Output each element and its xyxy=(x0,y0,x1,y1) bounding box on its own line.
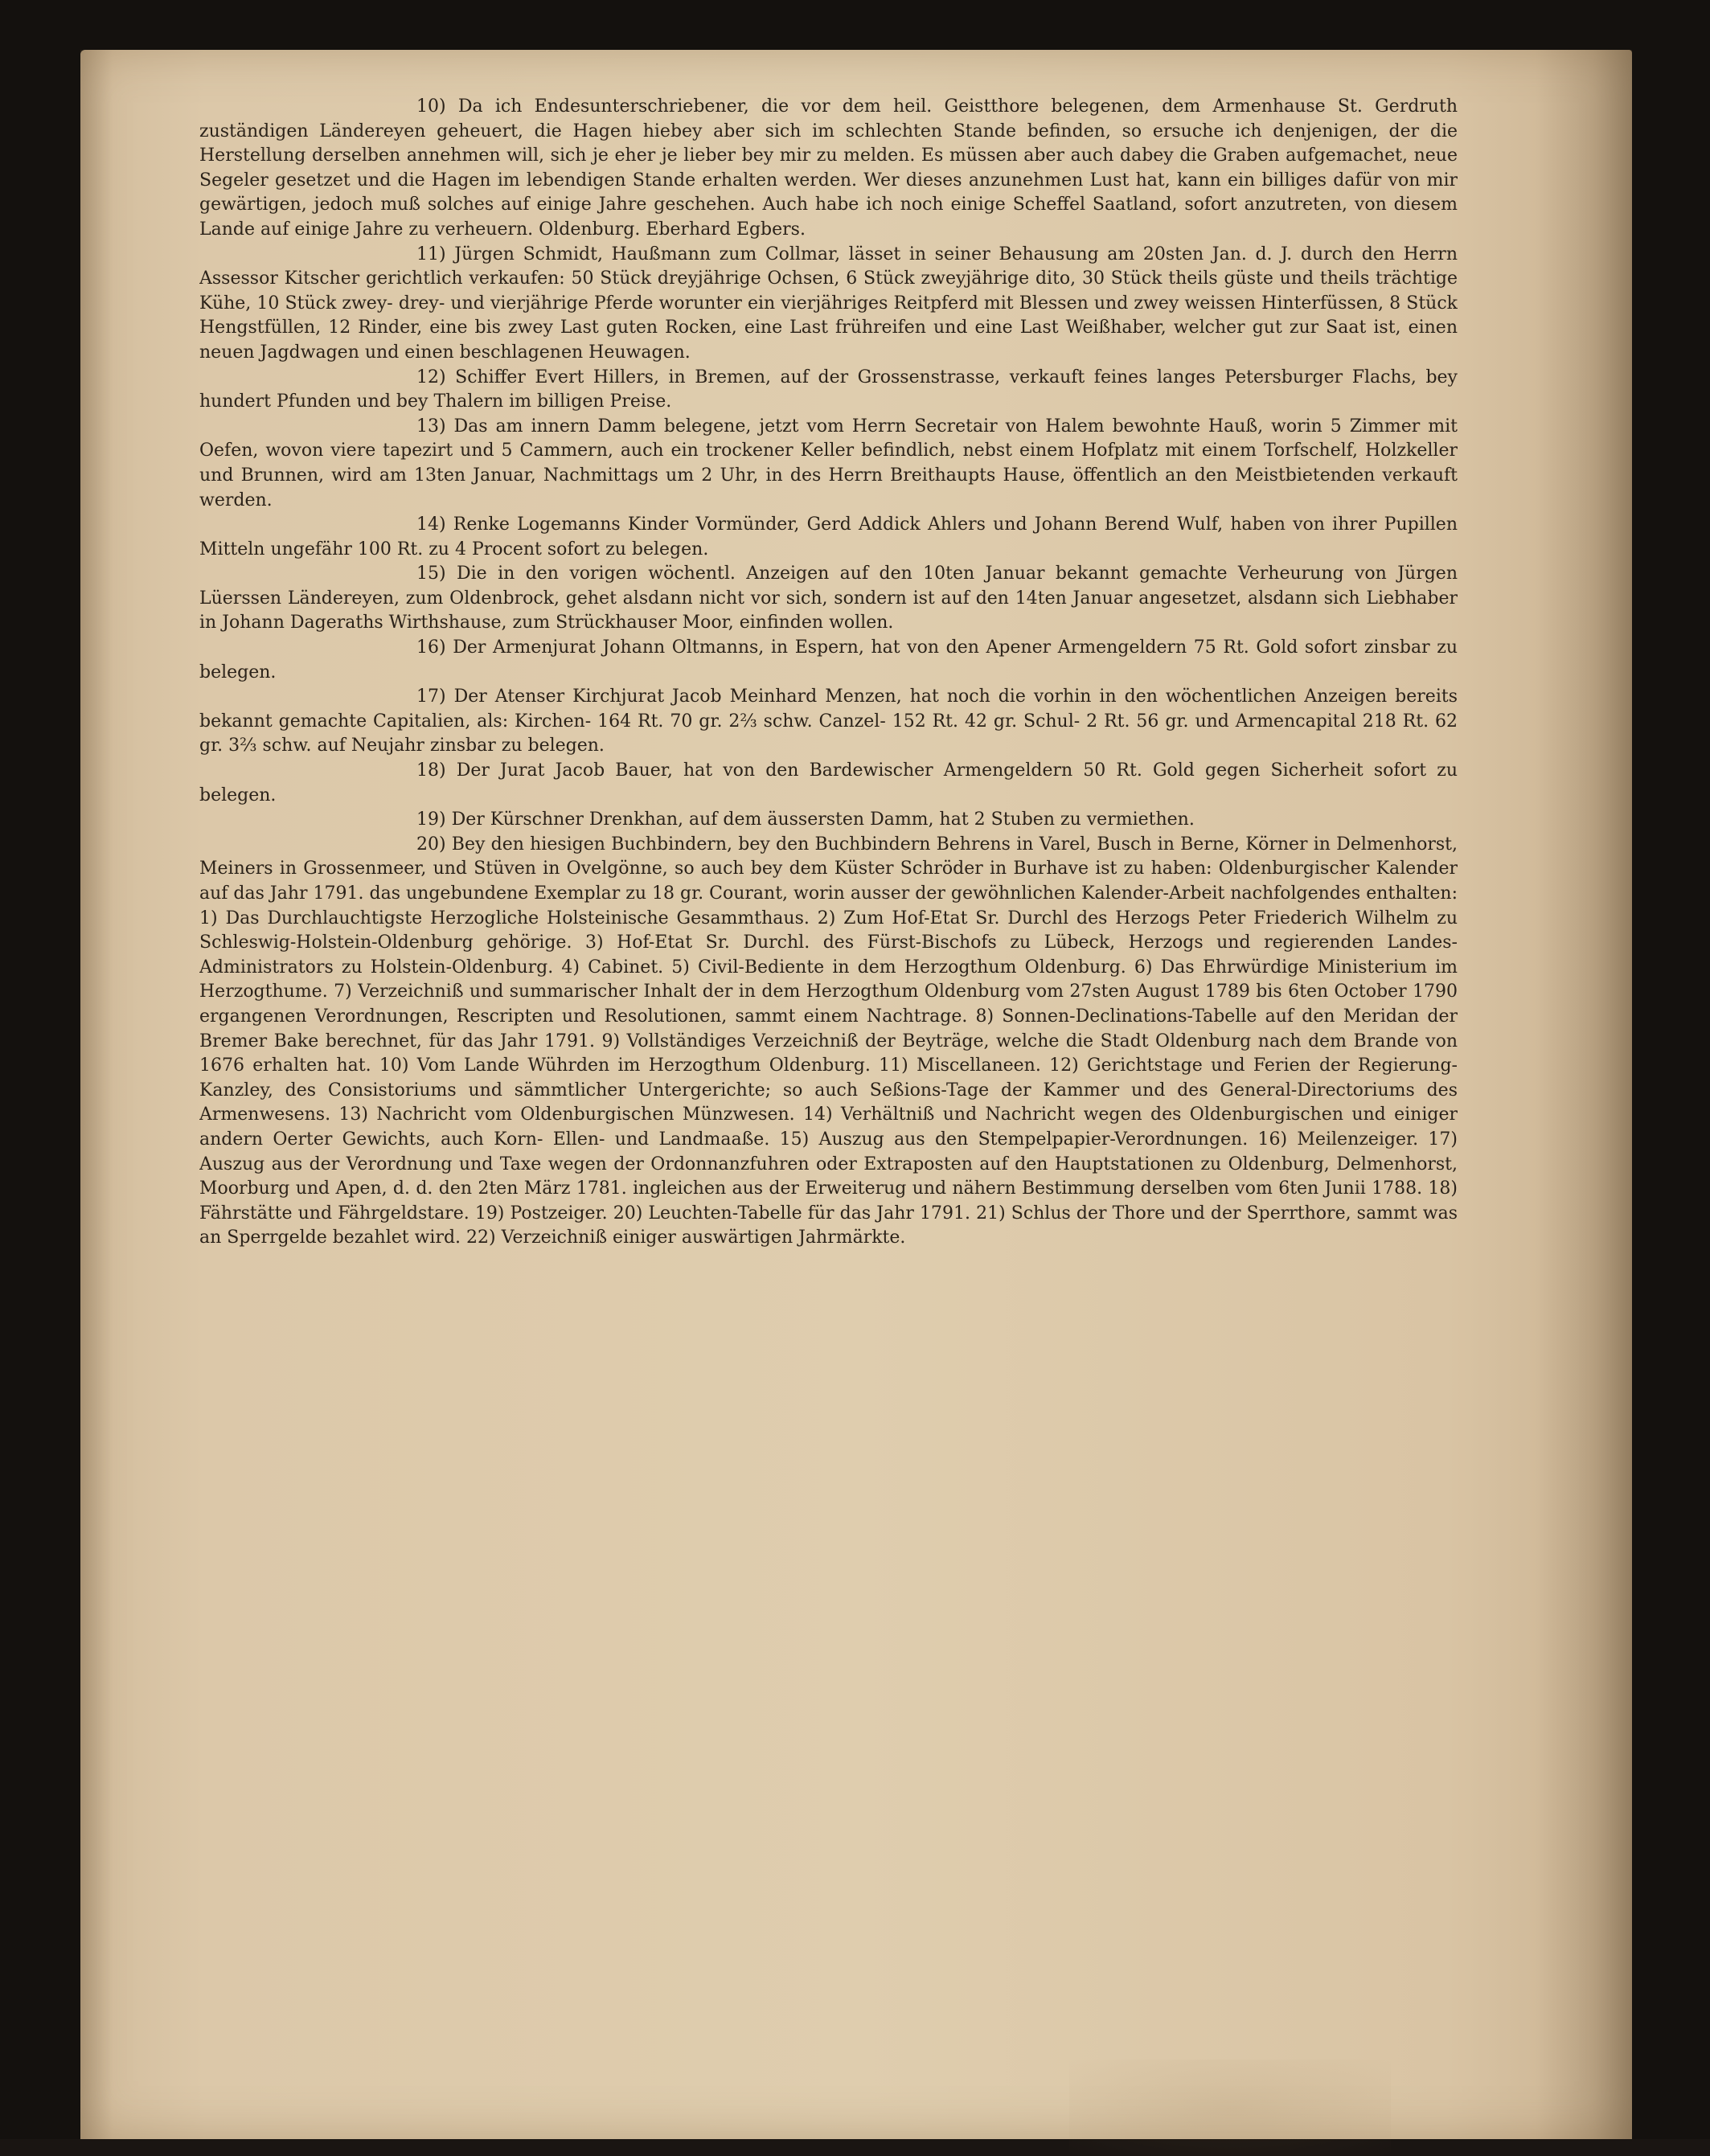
entry-number: 14) xyxy=(416,514,446,535)
entry-text: Der Atenser Kirchjurat Jacob Meinhard Menzen, hat noch die vorhin in den wöchentlichen Anzeigen bereits bekannt gemachte Capitalien, als: Kirchen- 164 Rt. 70 gr. 2⅔ schw. Canzel- 152 Rt. 42 gr. Schul- 2 Rt. 56 gr. und Armencapital 218 Rt. 62 gr. 3⅔ schw. auf Neujahr zinsbar zu belegen. xyxy=(199,687,1458,756)
entry-number: 10) xyxy=(416,96,446,117)
entry-text: Da ich Endesunterschriebener, die vor dem heil. Geistthore belegenen, dem Armenhause St. Gerdruth zuständigen Ländereyen geheuert, die Hagen hiebey aber sich im schlechten Stande befinden, so ersuche ich denjenigen, der die Herstellung derselben annehmen will, sich je eher je lieber bey mir zu melden. Es müssen aber auch dabey die Graben aufgemachet, neue Segeler gesetzet und die Hagen im lebendigen Stande erhalten werden. Wer dieses anzunehmen Lust hat, kann ein billiges dafür von mir gewärtigen, jedoch muß solches auf einige Jahre geschehen. Auch habe ich noch einige Scheffel Saatland, sofort anzutreten, von diesem Lande auf einige Jahre zu verheuern. Oldenburg. xyxy=(199,96,1458,240)
entry-13 xyxy=(199,415,1458,513)
entry-number: 15) xyxy=(416,564,446,584)
entry-16 xyxy=(199,636,1458,685)
entry-18 xyxy=(199,759,1458,808)
entry-text: Renke Logemanns Kinder Vormünder, Gerd Addick Ahlers und Johann Berend Wulf, haben von ihrer Pupillen Mitteln ungefähr 100 Rt. zu 4 Procent sofort zu belegen. xyxy=(199,514,1458,559)
entry-text: Jürgen Schmidt, Haußmann zum Collmar, lässet in seiner Behausung am 20sten Jan. d. J. durch den Herrn Assessor Kitscher gerichtlich verkaufen: 50 Stück dreyjährige Ochsen, 6 Stück zweyjährige dito, 30 Stück theils güste und theils trächtige Kühe, 10 Stück zwey- drey- und vierjährige Pferde worunter ein vierjähriges Reitpferd mit Blessen und zwey weissen Hinterfüssen, 8 Stück Hengstfüllen, 12 Rinder, eine bis zwey Last guten Rocken, eine Last frühreifen und eine Last Weißhaber, welcher gut zur Saat ist, einen neuen Jagdwagen und einen beschlagenen Heuwagen. xyxy=(199,244,1458,363)
entry-number: 11) xyxy=(416,244,446,264)
entry-number: 18) xyxy=(416,760,446,781)
entry-text: Das am innern Damm belegene, jetzt vom Herrn Secretair von Halem bewohnte Hauß, worin 5 Zimmer mit Oefen, wovon viere tapezirt und 5 Cammern, auch ein trockener Keller befindlich, nebst einem Hofplatz mit einem Torfschelf, Holzkeller und Brunnen, wird am 13ten Januar, Nachmittags um 2 Uhr, in des Herrn Breithaupts Hause, öffentlich an den Meistbietenden verkauft werden. xyxy=(199,416,1458,510)
entry-15 xyxy=(199,562,1458,636)
entry-17 xyxy=(199,685,1458,759)
entry-number: 20) xyxy=(416,834,446,855)
entry-number: 16) xyxy=(416,637,446,658)
entry-19 xyxy=(199,808,1458,833)
entry-12 xyxy=(199,366,1458,415)
entry-signature: Eberhard Egbers. xyxy=(646,219,806,240)
entry-10 xyxy=(199,95,1458,243)
entry-number: 17) xyxy=(416,687,446,707)
entry-number: 19) xyxy=(416,810,446,830)
entry-14 xyxy=(199,513,1458,562)
entry-number: 12) xyxy=(416,367,446,387)
entry-number: 13) xyxy=(416,416,446,437)
entry-20 xyxy=(199,833,1458,1251)
entry-text: Der Armenjurat Johann Oltmanns, in Espern, hat von den Apener Armengeldern 75 Rt. Gold sofort zinsbar zu belegen. xyxy=(199,637,1458,682)
entry-text: Die in den vorigen wöchentl. Anzeigen auf den 10ten Januar bekannt gemachte Verheurung von Jürgen Lüerssen Ländereyen, zum Oldenbrock, gehet alsdann nicht vor sich, sondern ist auf den 14ten Januar angesetzet, alsdann sich Liebhaber in Johann Dageraths Wirthshause, zum Strückhauser Moor, einfinden wollen. xyxy=(199,564,1458,633)
advertisement-text-block xyxy=(199,95,1458,1751)
entry-text: Der Kürschner Drenkhan, auf dem äussersten Damm, hat 2 Stuben zu vermiethen. xyxy=(451,810,1195,830)
page-edge-shadow xyxy=(1536,50,1632,2139)
paper-stain xyxy=(1069,2060,1391,2156)
entry-text: Der Jurat Jacob Bauer, hat von den Bardewischer Armengeldern 50 Rt. Gold gegen Sicherheit sofort zu belegen. xyxy=(199,760,1458,805)
entry-text: Bey den hiesigen Buchbindern, bey den Buchbindern Behrens in Varel, Busch in Berne, Körner in Delmenhorst, Meiners in Grossenmeer, und Stüven in Ovelgönne, so auch bey dem Küster Schröder in Burhave ist zu haben: Oldenburgischer Kalender auf das Jahr 1791. das ungebundene Exemplar zu 18 gr. Courant, worin ausser der gewöhnlichen Kalender-Arbeit nachfolgendes enthalten: 1) Das Durchlauchtigste Herzogliche Holsteinische Gesammthaus. 2) Zum Hof-Etat Sr. Durchl des Herzogs Peter Friederich Wilhelm zu Schleswig-Holstein-Oldenburg gehörige. 3) Hof-Etat Sr. Durchl. des Fürst-Bischofs zu Lübeck, Herzogs und regierenden Landes-Administrators zu Holstein-Oldenburg. 4) Cabinet. 5) Civil-Bediente in dem Herzogthum Oldenburg. 6) Das Ehrwürdige Ministerium im Herzogthume. 7) Verzeichniß und summarischer Inhalt der in dem Herzogthum Oldenburg vom 27sten August 1789 bis 6ten October 1790 ergangenen Verordnungen, Rescripten und Resolutionen, sammt einem Nachtrage. 8) Sonnen-Declinations-Tabelle auf den Meridan der Bremer Bake berechnet, für das Jahr 1791. 9) Vollständiges Verzeichniß der Beyträge, welche die Stadt Oldenburg nach dem Brande von 1676 erhalten hat. 10) Vom Lande Wührden im Herzogthum Oldenburg. 11) Miscellaneen. 12) Gerichtstage und Ferien der Regierung-Kanzley, des Consistoriums und sämmtlicher Untergerichte; so auch Seßions-Tage der Kammer und des General-Directoriums des Armenwesens. 13) Nachricht vom Oldenburgischen Münzwesen. 14) Verhältniß und Nachricht wegen des Oldenburgischen und einiger andern Oerter Gewichts, auch Korn- Ellen- und Landmaaße. 15) Auszug aus den Stempelpapier-Verordnungen. 16) Meilenzeiger. 17) Auszug aus der Verordnung und Taxe wegen der Ordonnanzfuhren oder Extraposten auf den Hauptstationen zu Oldenburg, Delmenhorst, Moorburg und Apen, d. d. den 2ten März 1781. ingleichen aus der Erweiterug und nähern Bestimmung derselben vom 6ten Junii 1788. 18) Fährstätte und Fährgeldstare. 19) Postzeiger. 20) Leuchten-Tabelle für das Jahr 1791. 21) Schlus der Thore und der Sperrthore, sammt was an Sperrgelde bezahlet wird. 22) Verzeichniß einiger auswärtigen Jahrmärkte. xyxy=(199,834,1458,1248)
entry-11 xyxy=(199,243,1458,366)
page-binding-shadow xyxy=(80,50,113,2139)
entry-text: Schiffer Evert Hillers, in Bremen, auf der Grossenstrasse, verkauft feines langes Petersburger Flachs, bey hundert Pfunden und bey Thalern im billigen Preise. xyxy=(199,367,1458,412)
